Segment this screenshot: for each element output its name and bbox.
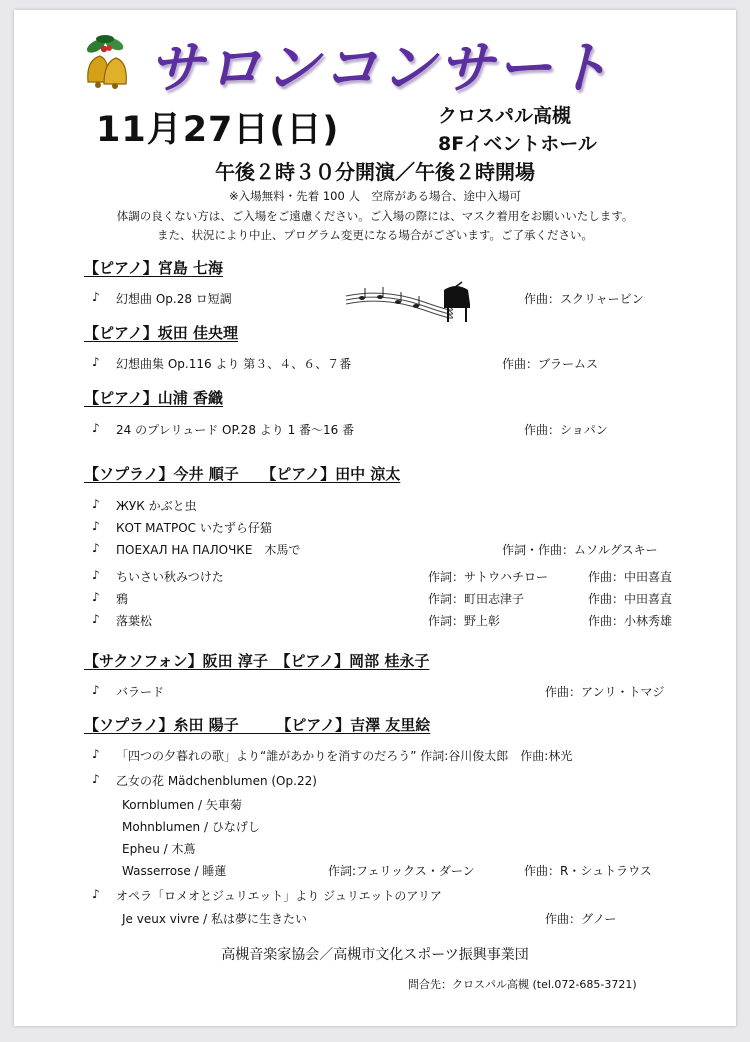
program-bullet: ♪ (92, 519, 100, 533)
program-composer: 作曲：中田喜直 (588, 592, 673, 606)
performer-heading: 【ソプラノ】今井 順子 【ピアノ】田中 涼太 (84, 465, 401, 483)
program-work: バラード (116, 685, 165, 699)
piano-music-notes-icon (344, 280, 474, 324)
program-work: 乙女の花 Mädchenblumen (Op.22) (116, 774, 317, 788)
program-bullet: ♪ (92, 747, 100, 761)
venue-name: クロスパル高槻 (438, 105, 572, 127)
program-composer: 作曲：中田喜直 (588, 570, 673, 584)
venue-hall: 8Fイベントホール (438, 133, 597, 155)
program-bullet: ♪ (92, 887, 100, 901)
program-song: Wasserrose / 睡蓮 (122, 864, 227, 878)
program-bullet: ♪ (92, 568, 100, 582)
program-composer: 作曲：スクリャービン (524, 292, 644, 306)
venue-info (438, 102, 597, 158)
program-work: 落葉松 (116, 614, 153, 628)
program-composer: 作曲：ショパン (524, 423, 608, 437)
program-work: 「四つの夕暮れの歌」より“誰があかりを消すのだろう” 作詞:谷川俊太郎 作曲:林光 (116, 749, 573, 763)
performer-heading: 【サクソフォン】阪田 淳子 【ピアノ】岡部 桂永子 (84, 652, 430, 670)
program-bullet: ♪ (92, 590, 100, 604)
program-lyricist: 作詞：サトウハチロー (428, 570, 549, 584)
program-composer: 作曲：アンリ・トマジ (545, 685, 665, 699)
notice-line-2: 体調の良くない方は、ご入場をご遠慮ください。ご入場の際には、マスク着用をお願いいたします。 (116, 209, 634, 223)
program-work: ПОЕХАЛ НА ПАЛОЧКЕ 木馬で (116, 543, 301, 557)
program-lyricist: 作詞：町田志津子 (428, 592, 525, 606)
program-song: Mohnblumen / ひなげし (122, 820, 260, 834)
program-lyricist: 作詞:フェリックス・ダーン (328, 864, 475, 878)
program-bullet: ♪ (92, 497, 100, 511)
flyer-sheet (14, 10, 736, 1026)
program-song: Kornblumen / 矢車菊 (122, 798, 242, 812)
program-work: ЖУК かぶと虫 (116, 499, 197, 513)
program-work: オペラ「ロメオとジュリエット」より ジュリエットのアリア (116, 889, 442, 903)
program-work: 幻想曲集 Op.116 より 第３、４、６、７番 (116, 357, 352, 371)
performer-heading: 【ソプラノ】糸田 陽子 【ピアノ】吉澤 友里絵 (84, 716, 431, 734)
contact-info: 問合先：クロスパル高槻 (tel.072-685-3721) (408, 978, 637, 991)
program-work: 24 のプレリュード OP.28 より 1 番～16 番 (116, 423, 355, 437)
program-bullet: ♪ (92, 612, 100, 626)
program-song: Epheu / 木蔦 (122, 842, 196, 856)
program-composer: 作曲：R・シュトラウス (524, 864, 652, 878)
performer-heading: 【ピアノ】坂田 佳央理 (84, 324, 239, 342)
program-composer: 作曲：小林秀雄 (588, 614, 673, 628)
program-work: КОТ МАТРОС いたずら仔猫 (116, 521, 272, 535)
program-work: ちいさい秋みつけた (116, 570, 224, 584)
notice-line-3: また、状況により中止、プログラム変更になる場合がございます。ご了承ください。 (157, 228, 593, 242)
program-composer: 作曲：グノー (545, 912, 617, 926)
program-work: 幻想曲 Op.28 ロ短調 (116, 292, 232, 306)
program-composer: 作曲：ブラームス (502, 357, 599, 371)
notice-line-1: ※入場無料・先着 100 人 空席がある場合、途中入場可 (229, 189, 521, 203)
program-bullet: ♪ (92, 290, 100, 304)
program-work: 鴉 (116, 592, 129, 606)
performer-heading: 【ピアノ】宮島 七海 (84, 259, 224, 277)
concert-date: 11月27日(日) (96, 110, 340, 150)
program-bullet: ♪ (92, 683, 100, 697)
organizers: 高槻音楽家協会／高槻市文化スポーツ振興事業団 (221, 947, 529, 963)
christmas-bell-icon (74, 30, 138, 94)
concert-title: サロンコンサート (148, 36, 612, 101)
program-bullet: ♪ (92, 355, 100, 369)
program-bullet: ♪ (92, 421, 100, 435)
program-song: Je veux vivre / 私は夢に生きたい (122, 912, 308, 926)
concert-time: 午後２時３０分開演／午後２時開場 (215, 160, 535, 184)
program-bullet: ♪ (92, 541, 100, 555)
program-bullet: ♪ (92, 772, 100, 786)
performer-heading: 【ピアノ】山浦 香織 (84, 389, 224, 407)
program-composer: 作詞・作曲：ムソルグスキー (502, 543, 658, 557)
program-lyricist: 作詞：野上彰 (428, 614, 501, 628)
